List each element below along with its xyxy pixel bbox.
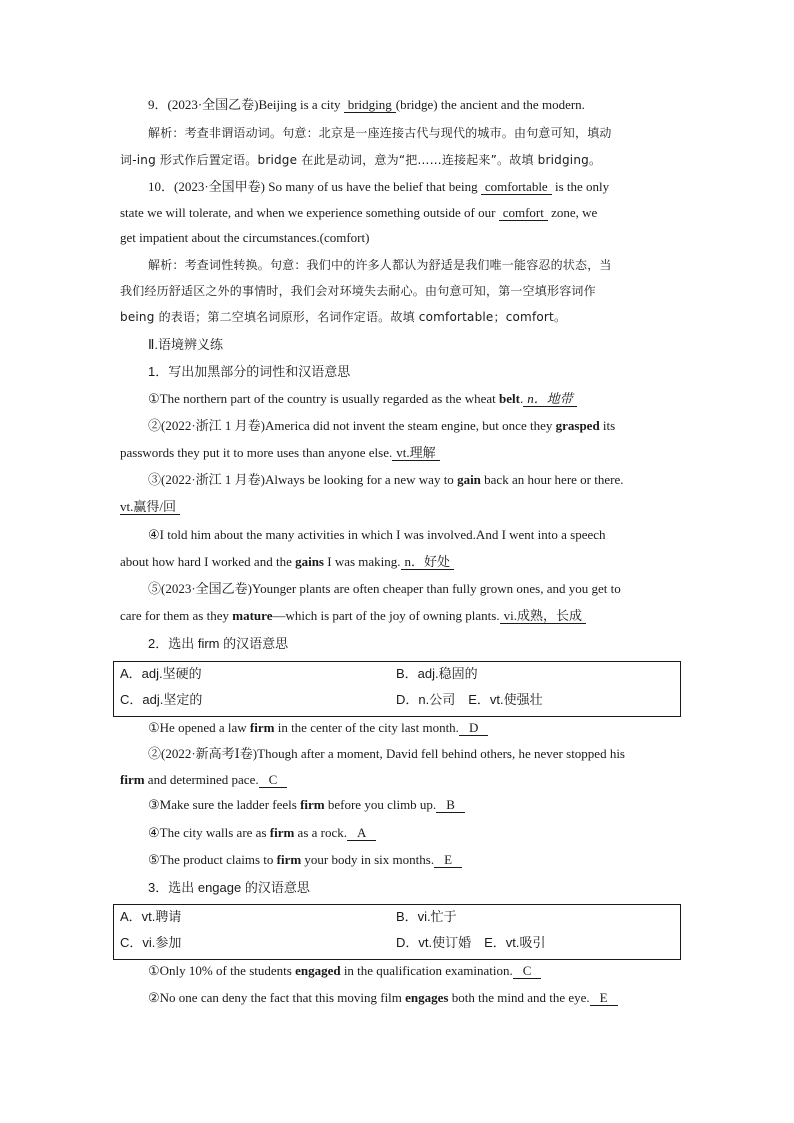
answer-blank: n．地带 (523, 391, 577, 407)
part1-item-4-cont: about how hard I worked and the gains I was making. n．好处 (120, 553, 680, 571)
answer-blank: C (259, 772, 288, 788)
answer-blank: vt.理解 (392, 445, 439, 461)
part1-title: 1．写出加黑部分的词性和汉语意思 (148, 364, 351, 379)
option-d-e: D．n.公司 E．vt.使强壮 (396, 692, 543, 707)
option-a: A．vt.聘请 (120, 909, 182, 924)
answer-blank: vi.成熟，长成 (500, 608, 586, 624)
option-a: A．adj.坚硬的 (120, 666, 202, 681)
question-10-line3: get impatient about the circumstances.(comfort) (120, 230, 370, 245)
explanation: 解析：考查词性转换。句意：我们中的许多人都认为舒适是我们唯一能容忍的状态，当 (148, 258, 612, 272)
explanation-cont: being 的表语；第二空填名词原形，名词作定语。故填 comfortable；comfort。 (120, 310, 567, 324)
answer-blank: E (434, 852, 462, 868)
answer-blank: vt.赢得/回 (120, 499, 180, 515)
part1-item-5-cont: care for them as they mature—which is part of the joy of owning plants. vi.成熟，长成 (120, 607, 680, 625)
question-10: 10．(2023·全国甲卷) So many of us have the belief that being comfortable is the only (148, 179, 610, 194)
options-box-firm (113, 661, 681, 717)
part1-item-1: ①The northern part of the country is usually regarded as the wheat belt. n．地带 (148, 390, 680, 408)
part3-item-1: ①Only 10% of the students engaged in the qualification examination. C (148, 962, 680, 980)
explanation-cont: 词-ing 形式作后置定语。bridge 在此是动词，意为“把……连接起来”。故填 bridging。 (120, 153, 602, 167)
answer-blank: n．好处 (401, 554, 455, 570)
option-c: C．adj.坚定的 (120, 692, 203, 707)
answer-blank: comfortable (481, 179, 552, 195)
question-10-line2: state we will tolerate, and when we experience something outside of our comfort zone, we (120, 205, 598, 220)
part2-item-3: ③Make sure the ladder feels firm before you climb up. B (148, 796, 680, 814)
answer-blank: B (436, 797, 465, 813)
part1-item-2-cont: passwords they put it to more uses than anyone else. vt.理解 (120, 444, 680, 462)
part2-item-2-cont: firm and determined pace. C (120, 771, 680, 789)
option-b: B．vi.忙于 (396, 909, 457, 924)
part3-title: 3．选出 engage 的汉语意思 (148, 880, 310, 895)
option-d-e: D．vt.使订婚 E．vt.吸引 (396, 935, 546, 950)
part1-item-5: ⑤(2023·全国乙卷)Younger plants are often cheaper than fully grown ones, and you get to (148, 581, 621, 596)
options-box-engage (113, 904, 681, 960)
explanation-cont: 我们经历舒适区之外的事情时，我们会对环境失去耐心。由句意可知，第一空填形容词作 (120, 284, 596, 298)
answer-blank: D (459, 720, 488, 736)
part2-title: 2．选出 firm 的汉语意思 (148, 636, 289, 651)
part1-item-3-cont (120, 498, 680, 516)
answer-blank: bridging (344, 97, 396, 113)
explanation: 解析：考查非谓语动词。句意：北京是一座连接古代与现代的城市。由句意可知，填动 (148, 126, 612, 140)
part2-item-2: ②(2022·新高考Ⅰ卷)Though after a moment, David fell behind others, he never stopped his (148, 746, 625, 761)
part1-item-3: ③(2022·浙江 1 月卷)Always be looking for a new way to gain back an hour here or there. (148, 472, 624, 487)
answer-blank: A (347, 825, 376, 841)
answer-blank: comfort (499, 205, 548, 221)
part2-item-4: ④The city walls are as firm as a rock. A (148, 824, 680, 842)
answer-blank: E (590, 990, 618, 1006)
part1-item-2: ②(2022·浙江 1 月卷)America did not invent the steam engine, but once they grasped its (148, 418, 616, 433)
question-9: 9．(2023·全国乙卷)Beijing is a city bridging (bridge) the ancient and the modern. (148, 97, 585, 112)
part2-item-1: ①He opened a law firm in the center of the city last month. D (148, 719, 680, 737)
option-c: C．vi.参加 (120, 935, 182, 950)
part2-item-5: ⑤The product claims to firm your body in six months. E (148, 851, 680, 869)
option-b: B．adj.稳固的 (396, 666, 478, 681)
part3-item-2: ②No one can deny the fact that this moving film engages both the mind and the eye. E (148, 989, 680, 1007)
section-title: Ⅱ.语境辨义练 (148, 337, 224, 352)
part1-item-4: ④I told him about the many activities in which I was involved.And I went into a speech (148, 527, 606, 542)
answer-blank: C (513, 963, 542, 979)
